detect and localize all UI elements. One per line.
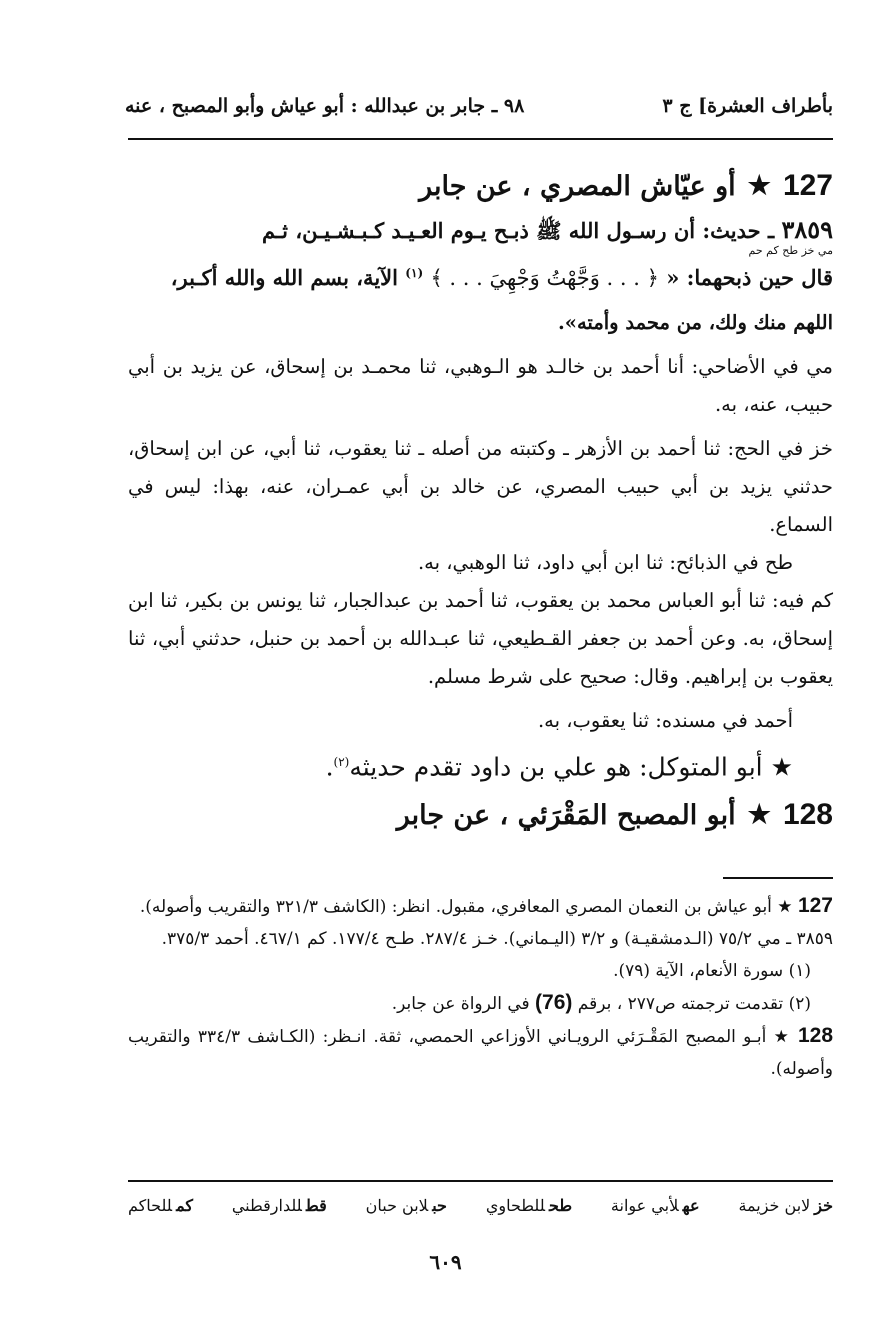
section-title: أو عيّاش المصري ، عن جابر — [419, 170, 736, 202]
star-icon: ★ — [747, 171, 771, 201]
hadith-line-1 — [128, 212, 833, 249]
abbr-name: لأبي عوانة — [610, 1196, 679, 1215]
paragraph-khuzaymah: خز في الحج: ثنا أحمد بن الأزهر ـ وكتبته من أصله ـ ثنا يعقوب، ثنا أبي، عن ابن إسحاق، حدثني يزيد بن أبي حبيب المصري، عن خالد بن أبي عمـران، عنه، بهذا: ليس في السماع. — [128, 437, 833, 536]
footnote-number: 128 — [797, 1024, 834, 1047]
section-heading-127 — [128, 160, 833, 212]
abbreviations-rule — [128, 1180, 833, 1182]
footnote-ref-2: (٢) — [333, 755, 350, 769]
footnote-text: ★ أبـو المصبح المَقْـرَئي الرويـاني الأوزاعي الحمصي، ثقة. انـظر: (الكـاشف ٣٣٤/٣ والتقريب وأصوله). — [128, 1027, 833, 1079]
abbreviations-legend — [128, 1196, 833, 1215]
footnote-3859: ٣٨٥٩ ـ مي ٧٥/٢ (الـدمشقيـة) و ٣/٢ (اليـماني). خـز ٢٨٧/٤. طـح ١٧٧/٤. كم ٤٦٧/١. أحمد ٣٧٥/٣. — [161, 929, 833, 949]
footnote-128 — [128, 1020, 833, 1085]
hadith-text-1: ـ حديث: أن رسـول الله ﷺ ذبـح يـوم العـيـد كـبـشـيـن، ثـم — [262, 218, 775, 243]
footnote-127 — [128, 890, 833, 923]
abbr-name: للطحاوي — [485, 1196, 545, 1215]
period: . — [325, 752, 334, 782]
abbr-code: طح — [548, 1196, 573, 1215]
hadith-number: ٣٨٥٩ — [781, 215, 833, 244]
hadith-text-2b: الآية، بسم الله والله أكـبر، — [170, 265, 398, 290]
header-rule — [128, 138, 833, 140]
hadith-text-2a: قال حين ذبحهما: « — [666, 265, 833, 290]
paragraph-hakim: كم فيه: ثنا أبو العباس محمد بن يعقوب، ثنا أحمد بن عبدالجبار، ثنا يونس بن بكير، ثنا ابن إسحاق، به. وعن أحمد بن جعفر القـطيعي، ثنا عبـدالله بن أحمد بن حنبل، حدثني أبي، ثنا يعقوب بن إبراهيم. وقال: صحيح على شرط مسلم. — [128, 589, 833, 688]
abbr-item — [232, 1196, 327, 1215]
hadith-line-3: اللهم منك ولك، من محمد وأمته». — [558, 311, 833, 334]
source-codes: مي خز طح كم حم — [748, 244, 833, 257]
paragraph-tahawi: طح في الذبائح: ثنا ابن أبي داود، ثنا الوهبي، به. — [417, 551, 793, 574]
paragraph-ahmad: أحمد في مسنده: ثنا يعقوب، به. — [537, 709, 793, 732]
abbr-item — [738, 1196, 833, 1215]
paragraph-darimi: مي في الأضاحي: أنا أحمد بن خالـد هو الـوهبي، ثنا محمـد بن إسحاق، عن يزيد بن أبي حبيب، عنه، به. — [128, 355, 833, 416]
footnote-number: (76) — [535, 991, 573, 1014]
abbr-name: للدارقطني — [231, 1196, 302, 1215]
star-icon: ★ — [747, 800, 771, 831]
footnote-text: ★ أبو عياش بن النعمان المصري المعافري، مقبول. انظر: (الكاشف ٣٢١/٣ والتقريب وأصوله). — [139, 897, 793, 917]
abbr-code: قط — [305, 1196, 327, 1215]
abbr-code: خز — [814, 1196, 833, 1215]
abbr-name: لابن خزيمة — [738, 1196, 811, 1215]
section-heading-128 — [128, 789, 833, 841]
abbr-item — [486, 1196, 572, 1215]
abu-mutawakkil-text: ★ أبو المتوكل: هو علي بن داود تقدم حديثه — [349, 752, 793, 782]
footnote-ref-1: (١) — [405, 266, 424, 280]
abbr-code: عه — [682, 1196, 700, 1215]
footnote-text: في الرواة عن جابر. — [391, 994, 530, 1014]
abu-mutawakkil-line — [128, 740, 833, 789]
page-number: ٦٠٩ — [429, 1250, 462, 1274]
footnote-text: (٢) تقدمت ترجمته ص٢٧٧ ، برقم — [577, 994, 811, 1014]
abbr-code: حب — [432, 1196, 447, 1215]
running-header — [125, 88, 833, 124]
abbr-item — [611, 1196, 700, 1215]
section-number: 127 — [782, 169, 833, 202]
footnote-number: 127 — [797, 894, 833, 917]
header-chapter: ٩٨ ـ جابر بن عبدالله : أبو عياش وأبو المصبح ، عنه — [125, 95, 525, 117]
abbr-name: لابن حبان — [365, 1196, 429, 1215]
hadith-line-2 — [128, 255, 833, 296]
quran-quote: ﴿ . . . وَجَّهْتُ وَجْهِيَ . . . ﴾ — [430, 266, 659, 290]
footnote-1: (١) سورة الأنعام، الآية (٧٩). — [613, 961, 811, 981]
main-text — [128, 160, 833, 841]
abbr-code: كم — [176, 1196, 193, 1215]
footnote-2 — [128, 987, 833, 1020]
footnotes — [128, 890, 833, 1085]
abbr-item — [366, 1196, 447, 1215]
section-title: أبو المصبح المَقْرَئي ، عن جابر — [396, 799, 736, 831]
header-volume: بأطراف العشرة] ج ٣ — [662, 95, 833, 117]
footnote-separator — [723, 877, 833, 879]
abbr-item — [128, 1196, 193, 1215]
section-number: 128 — [782, 798, 833, 832]
abbr-name: للحاكم — [128, 1196, 173, 1215]
